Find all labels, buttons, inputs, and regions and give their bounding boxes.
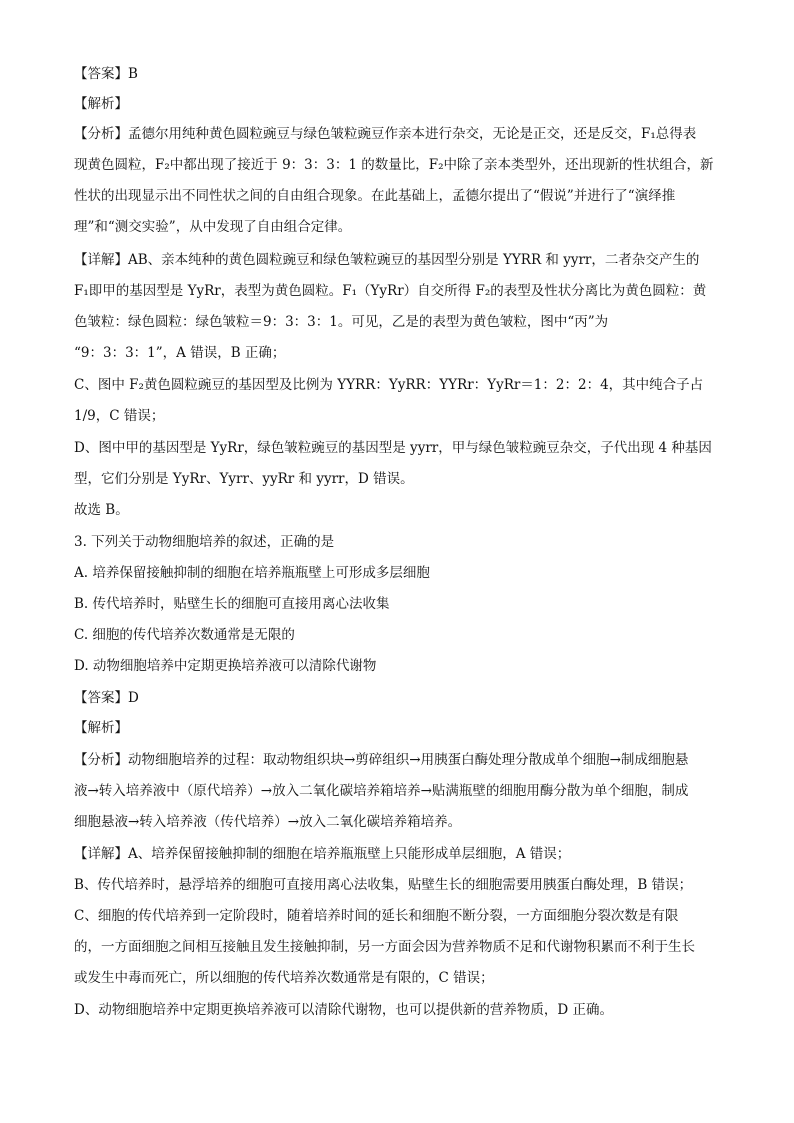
option-d-explanation-line: D、动物细胞培养中定期更换培养液可以清除代谢物，也可以提供新的营养物质，D 正确。 bbox=[74, 1002, 613, 1018]
analysis-paragraph-line: 【分析】动物细胞培养的过程：取动物组织块→剪碎组织→用胰蛋白酶处理分散成单个细胞→制成细胞悬 bbox=[74, 752, 689, 768]
option-d-explanation-line: 型，它们分别是 YyRr、Yyrr、yyRr 和 yyrr，D 错误。 bbox=[74, 471, 414, 487]
option-c-explanation-line: 的，一方面细胞之间相互接触且发生接触抑制，另一方面会因为营养物质不足和代谢物积累而不利于生长 bbox=[74, 939, 695, 955]
detail-paragraph-line: 色皱粒：绿色圆粒：绿色皱粒＝9：3：3：1。可见，乙是的表型为黄色皱粒，图中“丙”为 bbox=[74, 314, 609, 330]
option-b: B. 传代培养时，贴壁生长的细胞可直接用离心法收集 bbox=[74, 596, 390, 612]
option-d-explanation-line: D、图中甲的基因型是 YyRr，绿色皱粒豌豆的基因型是 yyrr，甲与绿色皱粒豌豆杂交，子代出现 4 种基因 bbox=[74, 440, 712, 456]
analysis-paragraph-line: 液→转入培养液中（原代培养）→放入二氧化碳培养箱培养→贴满瓶壁的细胞用酶分散为单个细胞，制成 bbox=[74, 783, 689, 799]
detail-paragraph-line: F₁即甲的基因型是 YyRr，表型为黄色圆粒。F₁（YyRr）自交所得 F₂的表型及性状分离比为黄色圆粒：黄 bbox=[74, 283, 707, 299]
analysis-paragraph-line: 现黄色圆粒，F₂中都出现了接近于 9：3：3：1 的数量比，F₂中除了亲本类型外，还出现新的性状组合，新 bbox=[74, 157, 714, 173]
question-stem: 3. 下列关于动物细胞培养的叙述，正确的是 bbox=[74, 534, 335, 550]
analysis-paragraph-line: 理”和“测交实验”，从中发现了自由组合定律。 bbox=[74, 219, 352, 235]
option-c: C. 细胞的传代培养次数通常是无限的 bbox=[74, 627, 295, 643]
analysis-paragraph-line: 细胞悬液→转入培养液（传代培养）→放入二氧化碳培养箱培养。 bbox=[74, 814, 462, 830]
analysis-paragraph-line: 【分析】孟德尔用纯种黄色圆粒豌豆与绿色皱粒豌豆作亲本进行杂交，无论是正交，还是反交，F₁总得表 bbox=[74, 126, 697, 142]
option-c-explanation-line: C、细胞的传代培养到一定阶段时，随着培养时间的延长和细胞不断分裂，一方面细胞分裂次数是有限 bbox=[74, 908, 679, 924]
option-d: D. 动物细胞培养中定期更换培养液可以清除代谢物 bbox=[74, 658, 377, 674]
analysis-paragraph-line: 性状的出现显示出不同性状之间的自由组合现象。在此基础上，孟德尔提出了“假说”并进行了“演绎推 bbox=[74, 188, 676, 204]
option-a: A. 培养保留接触抑制的细胞在培养瓶瓶壁上可形成多层细胞 bbox=[74, 565, 430, 581]
option-c-explanation-line: 1/9，C 错误； bbox=[74, 408, 165, 424]
analysis-heading: 【解析】 bbox=[74, 720, 128, 736]
conclusion-text: 故选 B。 bbox=[74, 502, 129, 518]
detail-paragraph-line: “9：3：3：1”，A 错误，B 正确； bbox=[74, 345, 286, 361]
option-b-explanation-line: B、传代培养时，悬浮培养的细胞可直接用离心法收集，贴壁生长的细胞需要用胰蛋白酶处理，B 错误； bbox=[74, 877, 693, 893]
detail-paragraph-line: 【详解】AB、亲本纯种的黄色圆粒豌豆和绿色皱粒豌豆的基因型分别是 YYRR 和 yyrr，二者杂交产生的 bbox=[74, 252, 700, 268]
answer-label: 【答案】B bbox=[74, 66, 138, 82]
option-c-explanation-line: 或发生中毒而死亡，所以细胞的传代培养次数通常是有限的，C 错误； bbox=[74, 970, 494, 986]
option-a-explanation-line: 【详解】A、培养保留接触抑制的细胞在培养瓶瓶壁上只能形成单层细胞，A 错误； bbox=[74, 846, 571, 862]
option-c-explanation-line: C、图中 F₂黄色圆粒豌豆的基因型及比例为 YYRR：YyRR：YYRr：YyRr＝1：2：2：4，其中纯合子占 bbox=[74, 377, 704, 393]
answer-label: 【答案】D bbox=[74, 690, 139, 706]
analysis-heading: 【解析】 bbox=[74, 96, 128, 112]
